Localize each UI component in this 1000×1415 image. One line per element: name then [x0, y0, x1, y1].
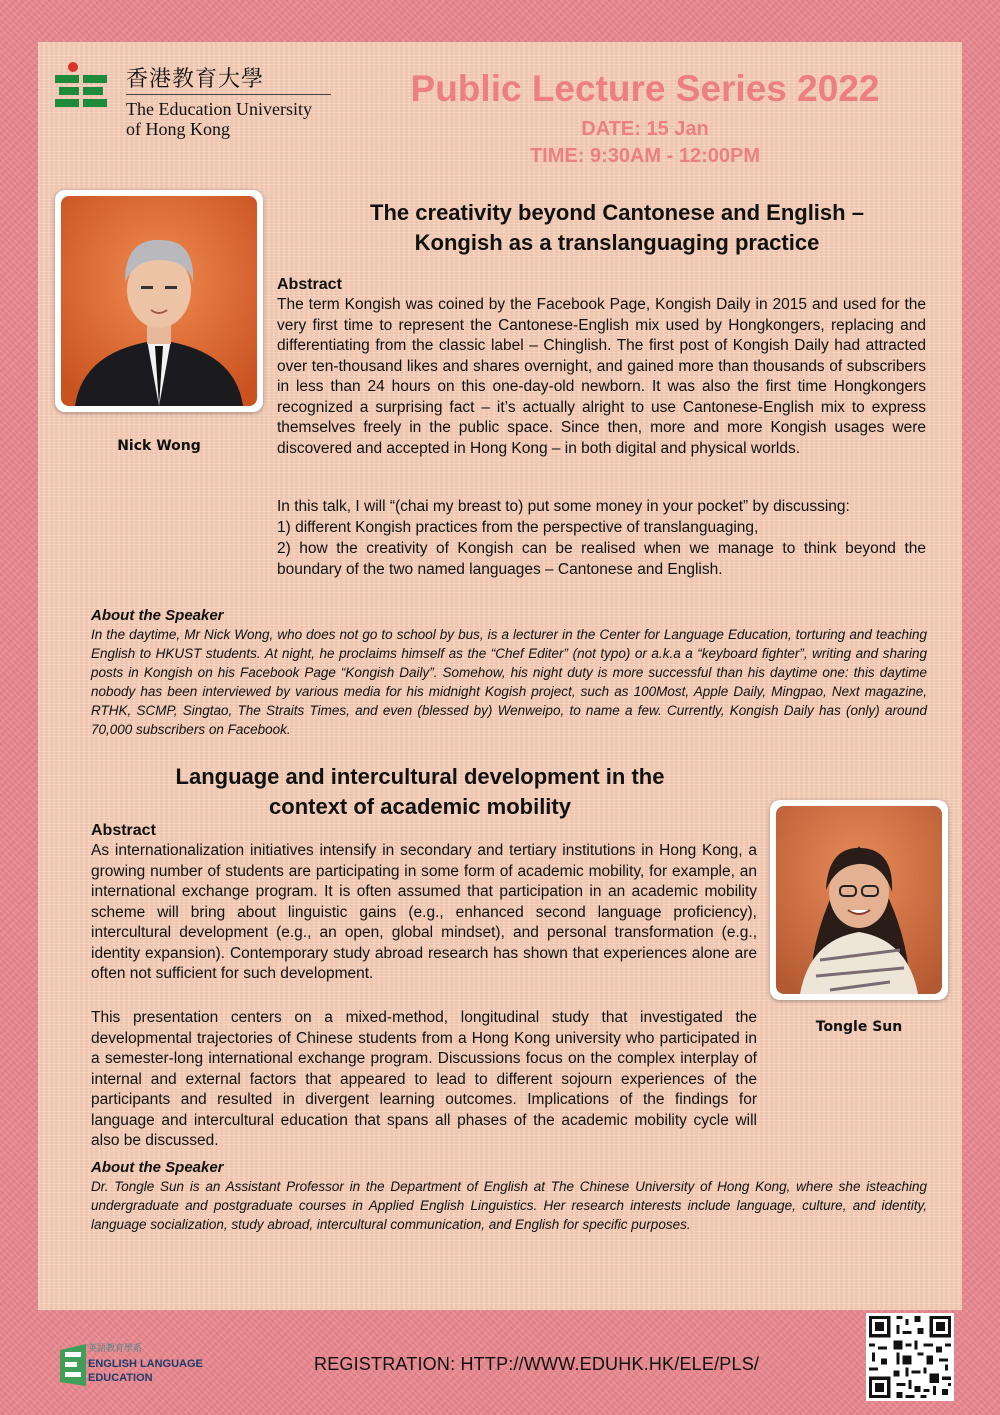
eduhk-logo-icon: [55, 60, 107, 112]
speaker-name-nick-wong: Nick Wong: [117, 438, 201, 454]
speaker-name-tongle-sun: Tongle Sun: [815, 1019, 903, 1035]
portrait-woman-icon: [770, 800, 948, 1000]
talk1-abstract-point2: 2) how the creativity of Kongish can be realised when we manage to think beyond the boundary of the two named languages – Cantonese and English.: [277, 540, 926, 578]
portrait-man-icon: [55, 190, 263, 412]
talk1-abstract-paragraph2: In this talk, I will “(chai my breast to) put some money in your pocket” by discussing:: [277, 498, 850, 515]
talk1-abstract-point1: 1) different Kongish practices from the perspective of translanguaging,: [277, 519, 759, 536]
talk2-about-text: Dr. Tongle Sun is an Assistant Professor in the Department of English at The Chinese University of Hong Kong, where she isteaching undergraduate and postgraduate courses in Applied English Linguistics. Her research interests include language, culture, and identity, language socialization, study abroad, intercultural communication, and English for specific purposes.: [91, 1179, 927, 1232]
dept-name-line1: ENGLISH LANGUAGE: [88, 1358, 203, 1370]
university-name-line2: of Hong Kong: [126, 119, 230, 139]
logo-divider: [126, 94, 331, 95]
talk1-title: [272, 198, 962, 258]
talk2-abstract-label: Abstract: [91, 822, 156, 839]
talk1-abstract-label: Abstract: [277, 276, 342, 293]
ele-logo-icon: [60, 1344, 86, 1386]
qr-code-icon[interactable]: [866, 1313, 954, 1401]
talk2-title-line1: Language and intercultural development in the: [175, 764, 665, 789]
talk1-abstract-paragraph1: The term Kongish was coined by the Facebook Page, Kongish Daily in 2015 and used for the very first time to represent the Cantonese-English mix used by Hongkongers, replacing and differentiating from the classic label – Chinglish. The first post of Kongish Daily had attracted over ten-thousand likes and shares overnight, and gained more than thousands of subscribers in less than 24 hours on this one-day-old newborn. It was also the first time Hongkongers recognized a surprising fact – it’s actually alright to use Cantonese-English mix to express themselves freely in the public space. Since then, more and more Kongish usages were discovered and accepted in Hong Kong – in both digital and physical worlds.: [277, 296, 926, 457]
speaker-photo-tongle-sun: [770, 800, 948, 1000]
event-date: DATE: 15 Jan: [581, 118, 709, 140]
university-name-chinese: 香港教育大學: [126, 67, 265, 92]
speaker-photo-nick-wong: [55, 190, 263, 412]
talk1-title-line1: The creativity beyond Cantonese and English –: [370, 200, 864, 225]
university-name-line1: The Education University: [126, 99, 312, 119]
talk2-abstract-paragraph1: As internationalization initiatives intensify in secondary and tertiary institutions in Hong Kong, a growing number of students are participating in some form of academic mobility, for example, an international exchange program. It is often assumed that participation in an academic mobility scheme will bring about linguistic gains (e.g., enhanced second language proficiency), intercultural development (e.g., an open, global mindset), and personal transformation (e.g., identity expansion). Contemporary study abroad research has shown that experiences alone are often not sufficient for such development.: [91, 842, 757, 982]
registration-link[interactable]: REGISTRATION: HTTP://WWW.EDUHK.HK/ELE/PLS/: [314, 1354, 760, 1374]
talk1-about-text: In the daytime, Mr Nick Wong, who does not go to school by bus, is a lecturer in the Center for Language Education, torturing and teaching English to HKUST students. At night, he proclaims himself as the “Chef Editer” (not typo) or a.k.a a “keyboard fighter”, writing and sharing posts in Kongish on his Facebook Page “Kongish Daily”. Somehow, his night duty is more successful than his daytime one: this daytime nobody has been interviewed by various media for his midnight Kogish project, such as 100Most, Apple Daily, Mingpao, Next magazine, RTHK, SCMP, Singtao, The Straits Times, and even (blessed by) Wenweipo, to name a few. Currently, Kongish Daily has (only) around 70,000 subscribers on Facebook.: [91, 627, 927, 737]
dept-name-line2: EDUCATION: [88, 1372, 153, 1384]
series-title: Public Lecture Series 2022: [410, 68, 880, 109]
dept-name-chinese: 英語教育學系: [88, 1344, 143, 1354]
talk2-title: [60, 762, 780, 822]
talk2-title-line2: context of academic mobility: [269, 794, 571, 819]
talk1-title-line2: Kongish as a translanguaging practice: [414, 230, 820, 255]
event-time: TIME: 9:30AM - 12:00PM: [529, 145, 761, 167]
talk2-abstract-paragraph2: This presentation centers on a mixed-method, longitudinal study that investigated the developmental trajectories of Chinese students from a Hong Kong university who participated in a semester-long international exchange program. Discussions focus on the complex interplay of internal and external factors that appeared to lead to different sojourn experiences of the participants and resulted in divergent learning outcomes. Implications of the findings for language and intercultural education that spans all phases of the academic mobility cycle will also be discussed.: [91, 1009, 757, 1149]
talk1-about-label: About the Speaker: [91, 607, 224, 624]
talk2-about-label: About the Speaker: [91, 1159, 224, 1176]
